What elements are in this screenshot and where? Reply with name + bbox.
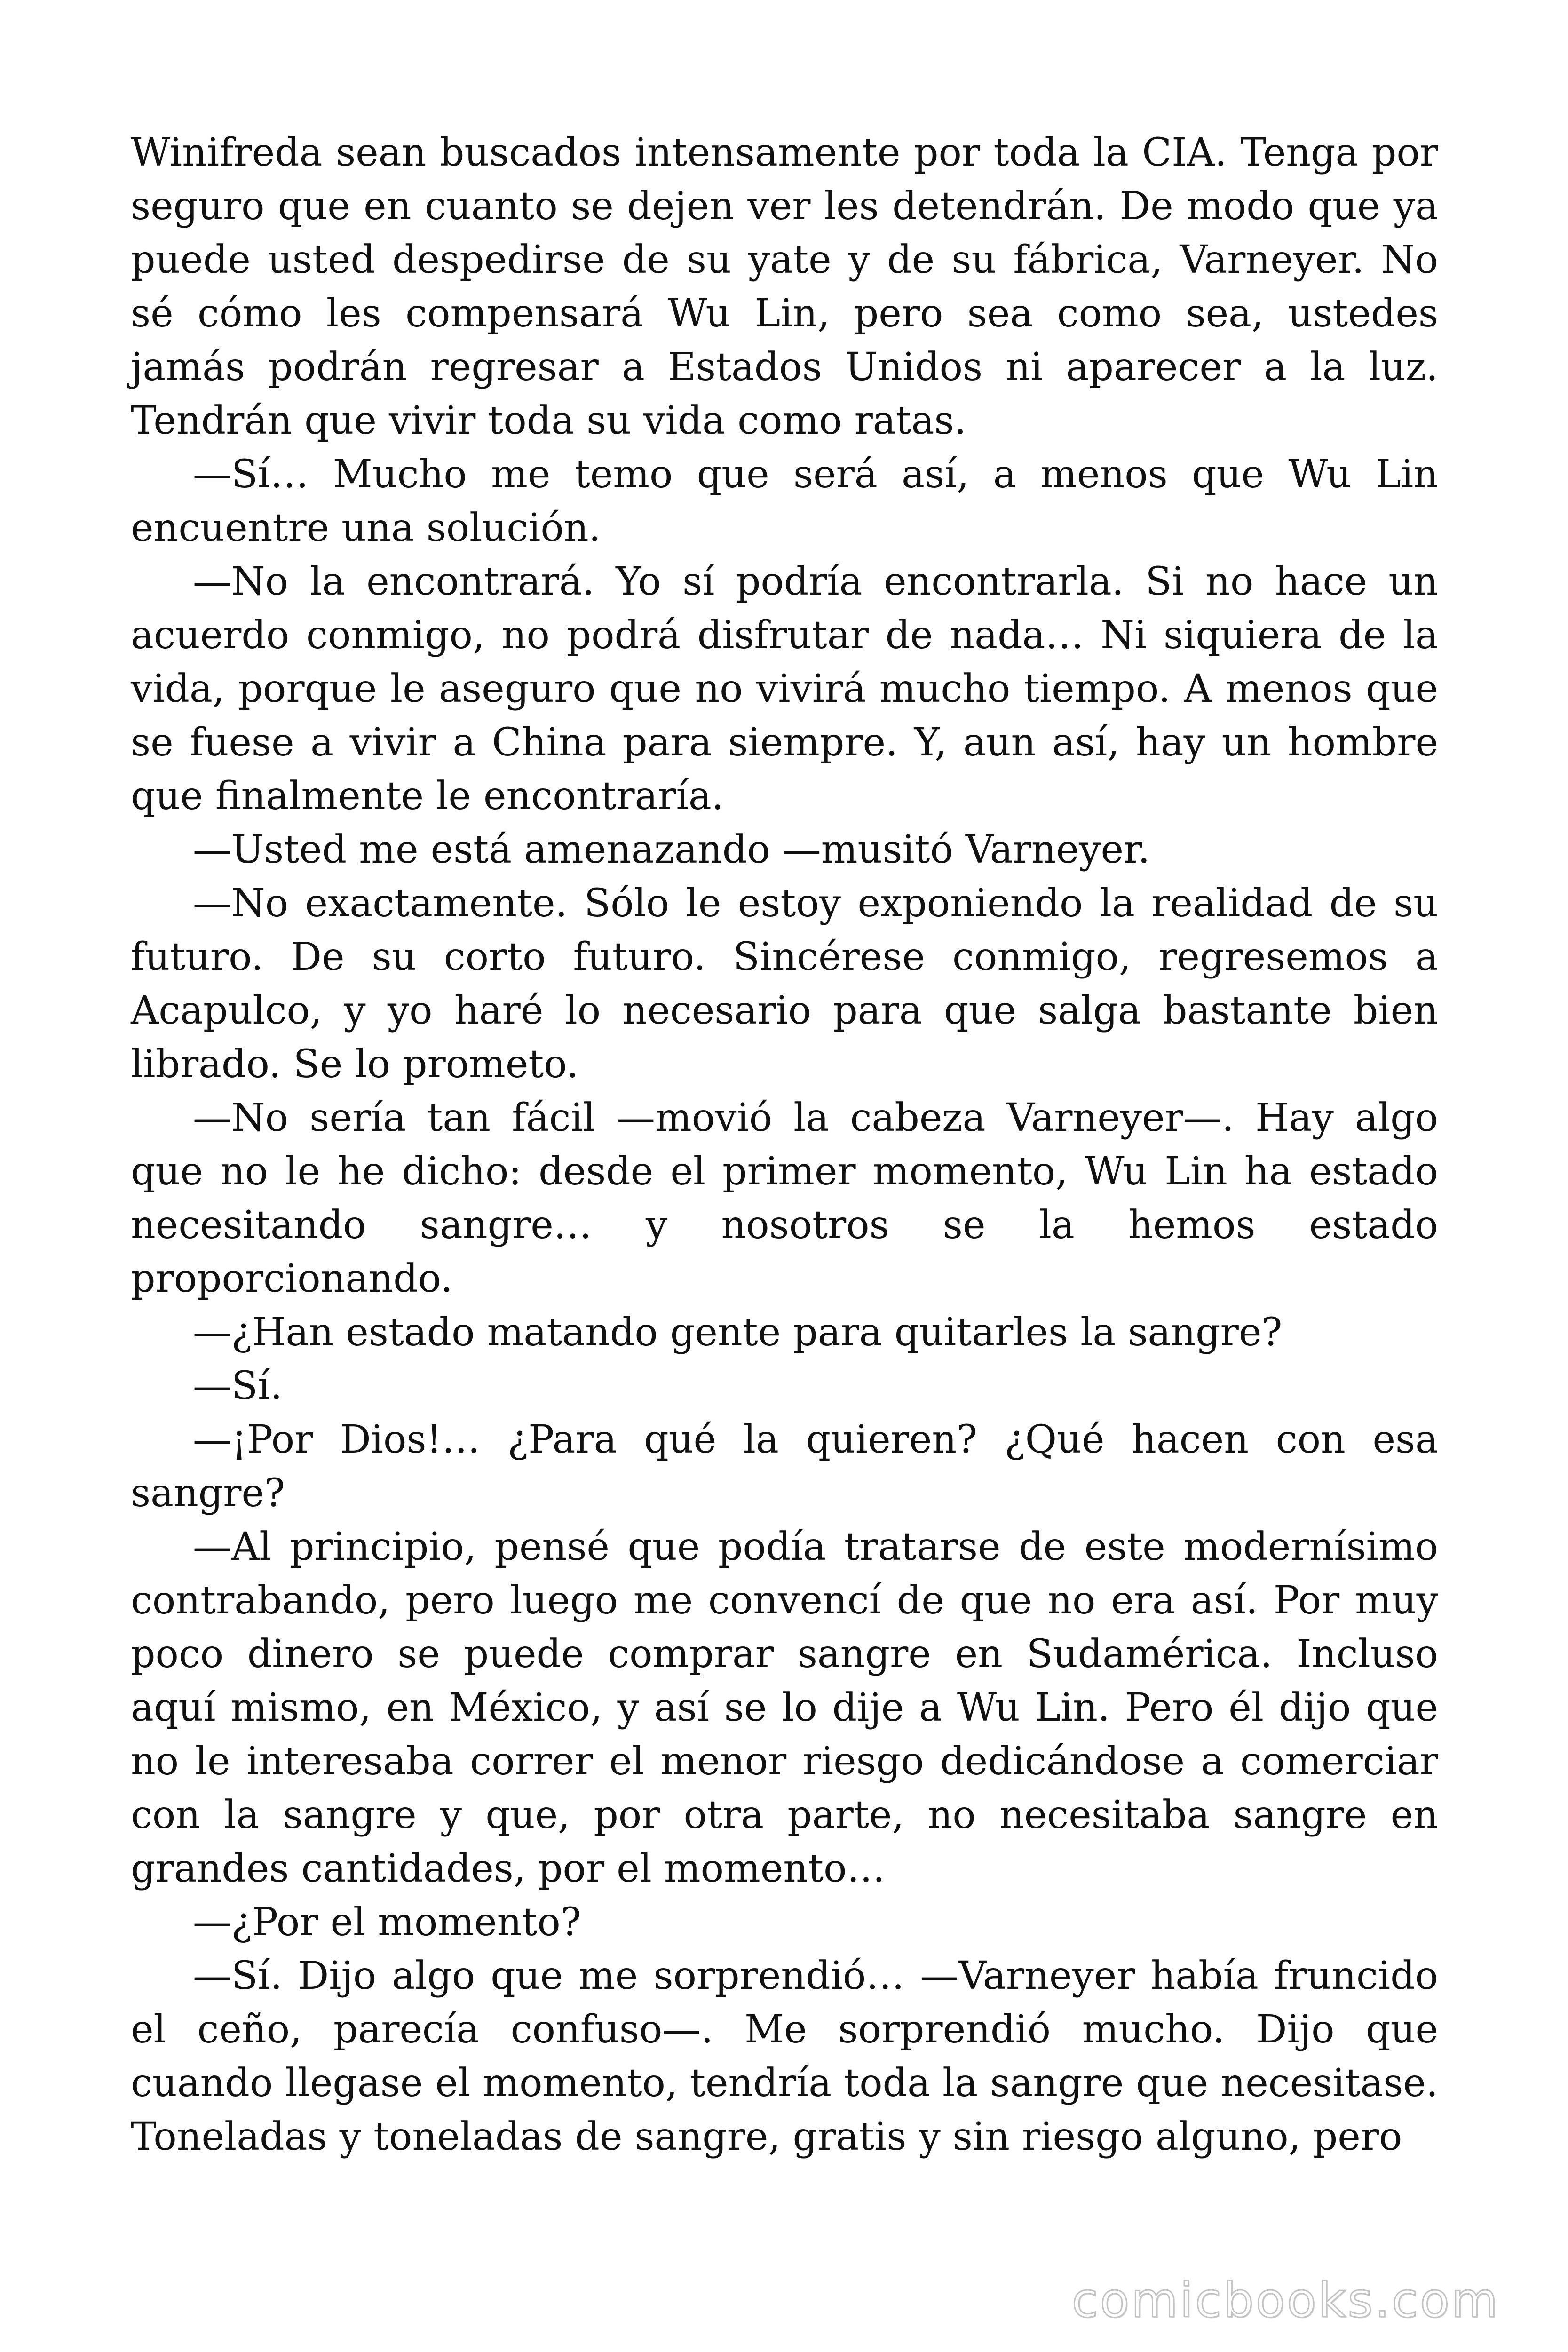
paragraph: —¿Por el momento? [193,1900,581,1945]
page-body [131,126,1438,2164]
paragraph: —¿Han estado matando gente para quitarles la sangre? [193,1310,1283,1355]
paragraph: —No exactamente. Sólo le estoy exponiendo la realidad de su futuro. De su corto futuro. Sincérese conmigo, regresemos a Acapulco, y yo haré lo necesario para que salga bastante bien librado. Se lo prometo. [131,881,1438,1087]
watermark: comicbooks.com [1071,2273,1500,2328]
paragraph: —Usted me está amenazando —musitó Varneyer. [193,827,1150,872]
paragraph: Winifreda sean buscados intensamente por toda la CIA. Tenga por seguro que en cuanto se dejen ver les detendrán. De modo que ya puede usted despedirse de su yate y de su fábrica, Varneyer. No sé cómo les compensará Wu Lin, pero sea como sea, ustedes jamás podrán regresar a Estados Unidos ni aparecer a la luz. Tendrán que vivir toda su vida como ratas. [131,130,1438,443]
paragraph: —Sí. [193,1364,283,1408]
paragraph: —Al principio, pensé que podía tratarse de este modernísimo contrabando, pero luego me convencí de que no era así. Por muy poco dinero se puede comprar sangre en Sudamérica. Incluso aquí mismo, en México, y así se lo dije a Wu Lin. Pero él dijo que no le interesaba correr el menor riesgo dedicándose a comerciar con la sangre y que, por otra parte, no necesitaba sangre en grandes cantidades, por el momento… [131,1525,1438,1891]
paragraph: —Sí… Mucho me temo que será así, a menos que Wu Lin encuentre una solución. [131,452,1438,550]
paragraph: —No la encontrará. Yo sí podría encontrarla. Si no hace un acuerdo conmigo, no podrá disfrutar de nada… Ni siquiera de la vida, porque le aseguro que no vivirá mucho tiempo. A menos que se fuese a vivir a China para siempre. Y, aun así, hay un hombre que finalmente le encontraría. [131,559,1438,818]
paragraph: —¡Por Dios!… ¿Para qué la quieren? ¿Qué hacen con esa sangre? [131,1417,1438,1516]
paragraph: —Sí. Dijo algo que me sorprendió… —Varneyer había fruncido el ceño, parecía confuso—. Me sorprendió mucho. Dijo que cuando llegase el momento, tendría toda la sangre que necesitase. Toneladas y toneladas de sangre, gratis y sin riesgo alguno, pero [131,1954,1438,2159]
paragraph: —No sería tan fácil —movió la cabeza Varneyer—. Hay algo que no le he dicho: desde el primer momento, Wu Lin ha estado necesitando sangre… y nosotros se la hemos estado proporcionando. [131,1096,1438,1301]
